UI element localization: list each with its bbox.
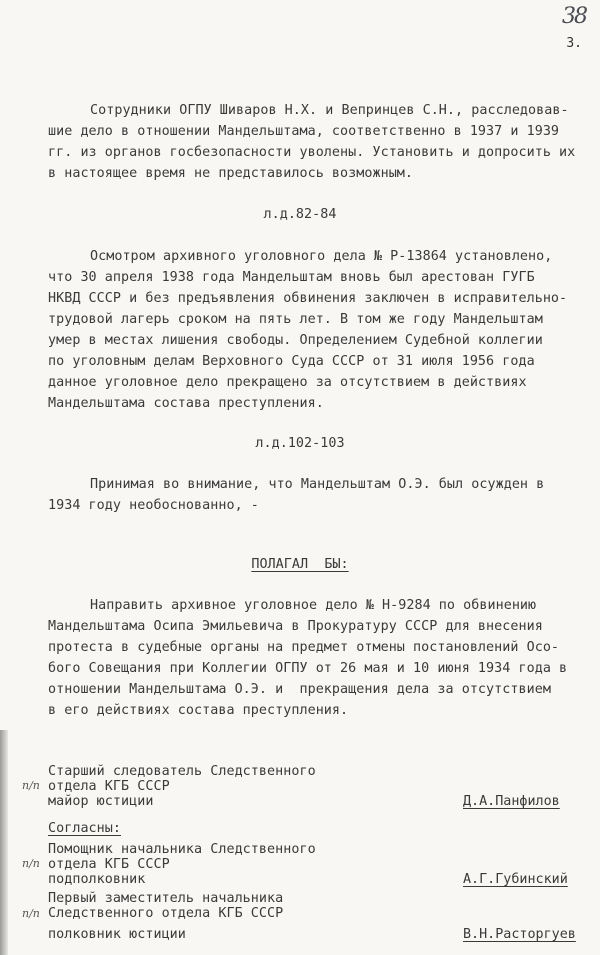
signer-title-line: Помощник начальника Следственного — [48, 842, 316, 857]
para2-line: что 30 апреля 1938 года Мандельштам вновь был арестован ГУГБ — [48, 270, 535, 285]
signature-mark: п/п — [22, 857, 40, 870]
para3-line: Принимая во внимание, что Мандельштам О.Э. был осужден в — [90, 477, 545, 492]
case-ref-1: л.д.82-84 — [263, 207, 337, 222]
para1-line: гг. из органов госбезопасности уволены. Установить и допросить их — [48, 145, 576, 160]
para2-line: умер в местах лишения свободы. Определением Судебной коллегии — [48, 333, 543, 348]
scan-edge-shadow — [0, 730, 8, 955]
para3-line: 1934 году необоснованно, - — [48, 498, 259, 513]
para2-line: Мандельштама состава преступления. — [48, 396, 324, 411]
signer-name: Д.А.Панфилов — [463, 794, 560, 809]
para2-line: по уголовным делам Верховного Суда СССР от 31 июля 1956 года — [48, 354, 535, 369]
para2-line: НКВД СССР и без предъявления обвинения заключен в исправительно- — [48, 291, 568, 306]
signer-title-line: Следственного отдела КГБ СССР — [48, 906, 284, 921]
para1-line: шие дело в отношении Мандельштама, соответственно в 1937 и 1939 — [48, 124, 560, 139]
para1-line: Сотрудники ОГПУ Шиваров Н.Х. и Вепринцев С.Н., расследовав- — [90, 103, 569, 118]
signer-title-line: Старший следователь Следственного — [48, 764, 316, 779]
signer-title-line: подполковник — [48, 872, 146, 887]
para2-line: трудовой лагерь сроком на пять лет. В том же году Мандельштам — [48, 312, 543, 327]
signer-title-line: отдела КГБ СССР — [48, 779, 170, 794]
para2-line: Осмотром архивного уголовного дела № Р-13864 установлено, — [90, 249, 553, 264]
signature-mark: п/п — [22, 907, 40, 920]
signer-name: В.Н.Расторгуев — [463, 927, 576, 942]
signer-name: А.Г.Губинский — [463, 872, 568, 887]
agreed-label: Согласны: — [48, 821, 122, 836]
signer-title-line: Первый заместитель начальника — [48, 891, 284, 906]
para1-line: в настоящее время не представилось возможным. — [48, 166, 414, 181]
para4-line: в его действиях состава преступления. — [48, 703, 349, 718]
para4-line: Направить архивное уголовное дело № Н-9284 по обвинению — [90, 598, 537, 613]
signer-title-line: майор юстиции — [48, 794, 154, 809]
para2-line: данное уголовное дело прекращено за отсутствием в действиях — [48, 375, 527, 390]
signer-title-line: отдела КГБ СССР — [48, 857, 170, 872]
page-number: 3. — [566, 36, 582, 51]
signer-title-line: полковник юстиции — [48, 927, 186, 942]
para4-line: протеста в судебные органы на предмет отмены постановлений Осо- — [48, 640, 560, 655]
handwritten-folio-number: 38 — [562, 4, 586, 29]
signature-mark: п/п — [22, 779, 40, 792]
para4-line: отношении Мандельштама О.Э. и прекращения дела за отсутствием — [48, 682, 551, 697]
para4-line: Мандельштама Осипа Эмильевича в Прокуратуру СССР для внесения — [48, 619, 543, 634]
case-ref-2: л.д.102-103 — [255, 436, 345, 451]
resolution-heading: ПОЛАГАЛ БЫ: — [251, 557, 349, 572]
para4-line: бого Совещания при Коллегии ОГПУ от 26 мая и 10 июня 1934 года в — [48, 661, 568, 676]
